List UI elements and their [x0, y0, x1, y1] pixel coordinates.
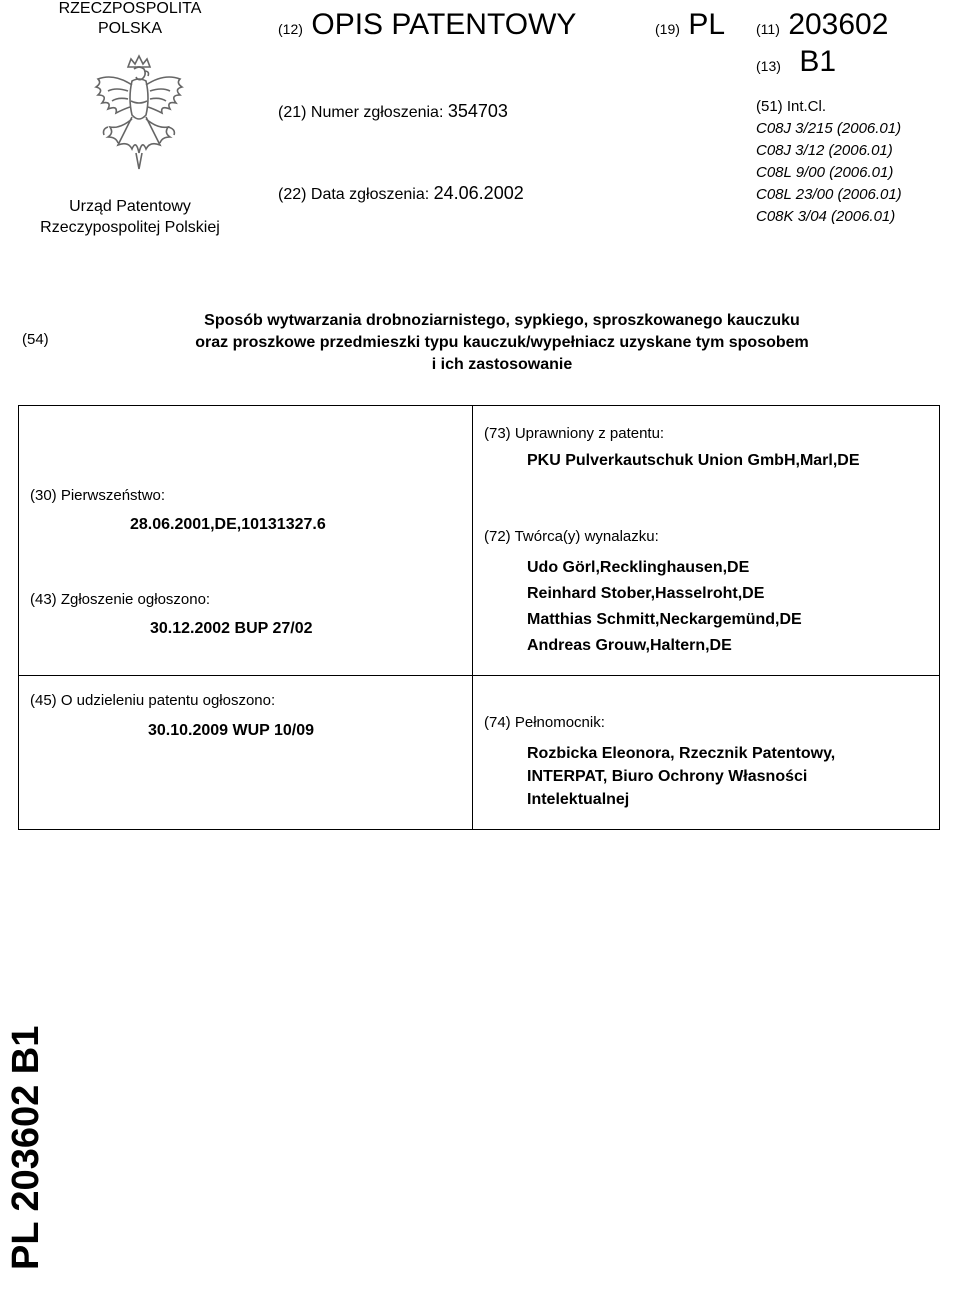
owner-value: PKU Pulverkautschuk Union GmbH,Marl,DE	[527, 452, 860, 469]
code-12: (12)	[278, 21, 303, 37]
invention-title	[96, 310, 908, 376]
classification-code: C08L 23/00 (2006.01)	[756, 186, 902, 203]
kind-code: B1	[799, 45, 837, 78]
code-19: (19)	[655, 21, 680, 37]
grant-value: 30.10.2009 WUP 10/09	[148, 722, 315, 739]
attorney-line: Rozbicka Eleonora, Rzecznik Patentowy,	[527, 745, 836, 762]
patent-number-line	[756, 8, 888, 42]
doc-type: OPIS PATENTOWY	[311, 8, 577, 41]
classification-code: C08J 3/12 (2006.01)	[756, 142, 893, 159]
polish-eagle-icon	[84, 53, 194, 175]
attorney-line: Intelektualnej	[527, 791, 630, 808]
office-name-line1: Urząd Patentowy	[69, 198, 191, 215]
patent-number: 203602	[788, 8, 889, 41]
title-line1: Sposób wytwarzania drobnoziarnistego, sypkiego, sproszkowanego kauczuku	[204, 312, 800, 329]
inventors-label: (72) Twórca(y) wynalazku:	[484, 528, 659, 545]
attorney-line: INTERPAT, Biuro Ochrony Własności	[527, 768, 808, 785]
inventor: Andreas Grouw,Haltern,DE	[527, 637, 732, 654]
divider-center	[472, 405, 473, 830]
title-line3: i ich zastosowanie	[431, 356, 573, 373]
application-number	[278, 101, 508, 122]
classification-code: C08J 3/215 (2006.01)	[756, 120, 902, 137]
application-date-value: 24.06.2002	[433, 183, 524, 203]
attorney-label: (74) Pełnomocnik:	[484, 714, 605, 731]
divider-middle	[18, 675, 940, 676]
inventors-list	[527, 555, 802, 659]
published-label: (43) Zgłoszenie ogłoszono:	[30, 591, 211, 608]
side-label: PL 203602 B1	[5, 1025, 47, 1270]
office-name-line2: Rzeczypospolitej Polskiej	[40, 219, 220, 236]
divider-left	[18, 405, 19, 830]
application-number-value: 354703	[447, 101, 508, 121]
divider-right	[939, 405, 940, 830]
attorney	[527, 742, 835, 811]
office-name	[0, 196, 260, 238]
doc-type-line	[278, 8, 576, 42]
priority-label: (30) Pierwszeństwo:	[30, 487, 166, 504]
title-code: (54)	[22, 331, 49, 348]
office-country-line1: RZECZPOSPOLITA	[58, 0, 202, 17]
application-date	[278, 183, 524, 204]
inventor: Matthias Schmitt,Neckargemünd,DE	[527, 611, 802, 628]
classification-code: C08K 3/04 (2006.01)	[756, 208, 896, 225]
code-11: (11)	[756, 21, 780, 37]
inventor: Udo Görl,Recklinghausen,DE	[527, 559, 750, 576]
application-number-label: (21) Numer zgłoszenia:	[278, 104, 444, 121]
office-country	[0, 0, 260, 39]
grant-label: (45) O udzieleniu patentu ogłoszono:	[30, 692, 276, 709]
office-country-line2: POLSKA	[97, 20, 163, 37]
classification-label: (51) Int.Cl.	[756, 98, 827, 115]
kind-line	[756, 45, 836, 79]
inventor: Reinhard Stober,Hasselroht,DE	[527, 585, 765, 602]
classification	[756, 96, 902, 228]
divider-top	[18, 405, 940, 406]
priority-value: 28.06.2001,DE,10131327.6	[130, 516, 326, 533]
classification-code: C08L 9/00 (2006.01)	[756, 164, 894, 181]
published-value: 30.12.2002 BUP 27/02	[150, 620, 313, 637]
application-date-label: (22) Data zgłoszenia:	[278, 186, 430, 203]
country-code: PL	[688, 8, 726, 41]
divider-bottom	[18, 829, 940, 830]
country-line	[655, 8, 725, 42]
code-13: (13)	[756, 58, 781, 74]
title-line2: oraz proszkowe przedmieszki typu kauczuk/wypełniacz uzyskane tym sposobem	[195, 334, 809, 351]
owner-label: (73) Uprawniony z patentu:	[484, 425, 665, 442]
